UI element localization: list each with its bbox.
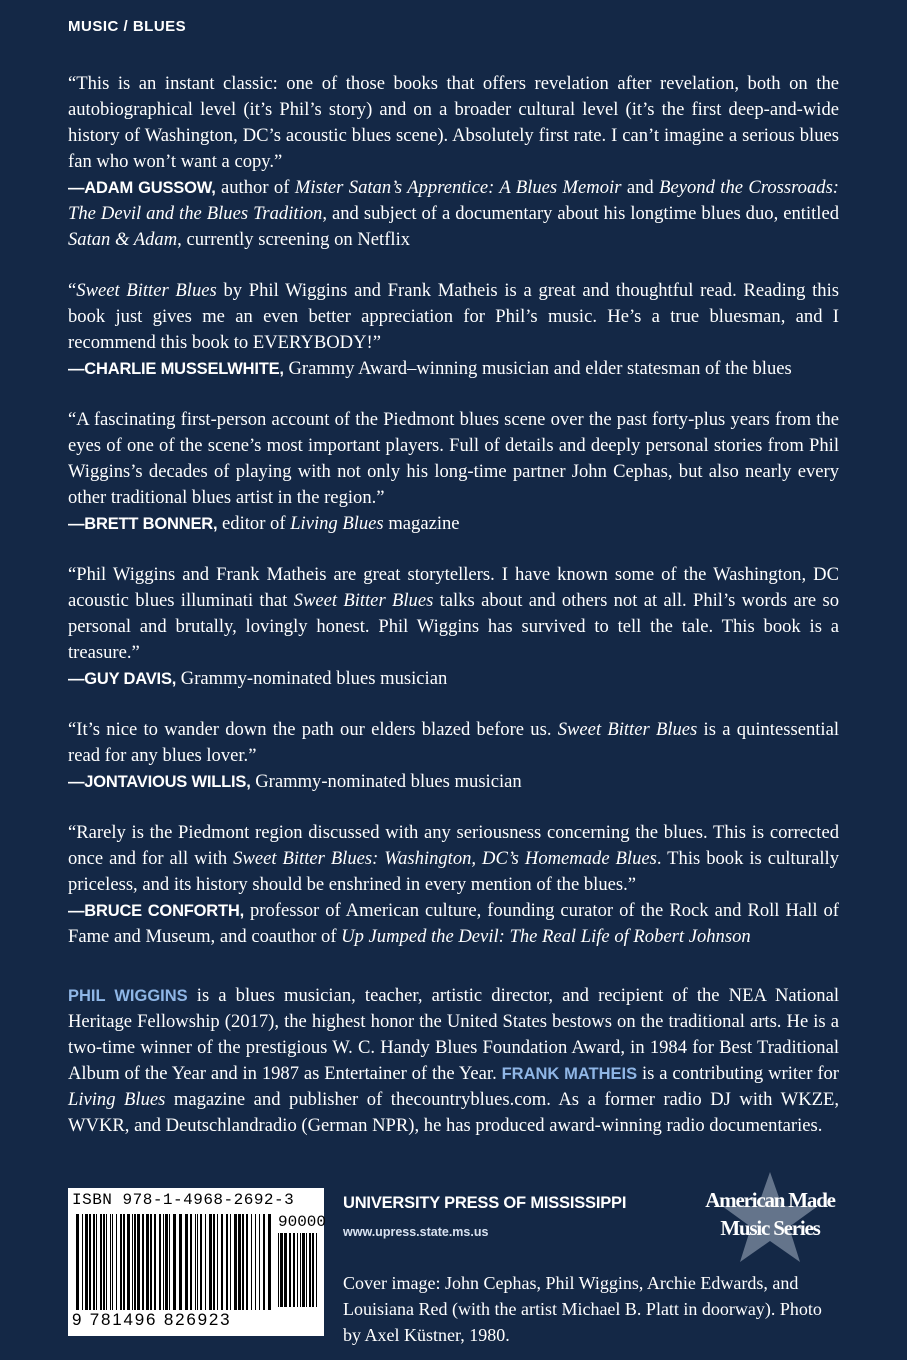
barcode-bar — [82, 1214, 83, 1310]
blurb-willis — [68, 717, 839, 795]
attribution: —JONTAVIOUS WILLIS, Grammy-nominated blues musician — [68, 771, 522, 792]
price-code: 90000 — [278, 1213, 327, 1231]
barcode-bar — [195, 1214, 196, 1310]
barcode-bar — [238, 1214, 241, 1310]
barcode-bar — [96, 1214, 97, 1310]
barcode-bar — [213, 1214, 215, 1310]
cover-credit: Cover image: John Cephas, Phil Wiggins, Archie Edwards, and Louisiana Red (with the artist Michael B. Platt in doorway). Photo by Axel Küstner, 1980. — [343, 1273, 822, 1345]
series-logo — [700, 1170, 840, 1270]
barcode-bar — [142, 1214, 144, 1310]
barcode-bar — [127, 1214, 130, 1310]
barcode-bar — [150, 1214, 152, 1310]
quote-text: “It’s nice to wander down the path our elders blazed before us. Sweet Bitter Blues is a quintessential read for any blues lover.” — [68, 719, 839, 766]
ean-digits: 9 781496 826923 — [72, 1310, 232, 1329]
barcode-bar — [205, 1214, 206, 1310]
barcode-bar — [263, 1214, 265, 1310]
barcode-bar — [259, 1214, 260, 1310]
barcode-bar — [163, 1214, 164, 1310]
barcode-bar — [103, 1214, 105, 1310]
blurb-musselwhite — [68, 278, 839, 382]
barcode-bar — [284, 1233, 287, 1307]
barcode-bar — [306, 1233, 307, 1307]
barcode-bar — [110, 1214, 111, 1310]
publisher-name: UNIVERSITY PRESS OF MISSISSIPPI — [343, 1194, 627, 1212]
barcode-bar — [169, 1214, 170, 1310]
barcode-bar — [185, 1214, 188, 1310]
barcode-bar — [190, 1214, 192, 1310]
author-name-wiggins: PHIL WIGGINS — [68, 987, 188, 1005]
endorsements — [68, 71, 839, 975]
barcode-bar — [173, 1214, 176, 1310]
quote-text: “A fascinating first-person account of the Piedmont blues scene over the past forty-plus years from the eyes of one of the scene’s most important players. Full of details and deeply personal stories from Phil Wiggins’s decades of playing with not only his long-time partner John Cephas, but also nearly every other traditional blues artist in the region.” — [68, 409, 839, 508]
blurb-bonner — [68, 407, 839, 537]
attribution: —GUY DAVIS, Grammy-nominated blues musician — [68, 668, 448, 689]
barcode-bar — [242, 1214, 244, 1310]
barcode-bar — [89, 1214, 91, 1310]
barcode-bar — [76, 1214, 79, 1310]
barcode-bar — [217, 1214, 218, 1310]
barcode-bar — [106, 1214, 107, 1310]
barcode-bar — [100, 1214, 102, 1310]
blurb-conforth — [68, 820, 839, 950]
quote-text: “Sweet Bitter Blues by Phil Wiggins and Frank Matheis is a great and thoughtful read. Reading this book just gives me an even better appreciation for Phil’s music. He’s a true bluesman, and I recommend this book to EVERYBODY!” — [68, 280, 839, 353]
barcode-bar — [134, 1214, 136, 1310]
endorser-name: —GUY DAVIS, — [68, 670, 177, 688]
barcode-bar — [116, 1214, 117, 1310]
isbn-text: ISBN 978-1-4968-2692-3 — [72, 1191, 295, 1209]
blurb-gussow — [68, 71, 839, 253]
barcode-bar — [226, 1214, 228, 1310]
barcode-bar — [312, 1233, 314, 1307]
barcode-bar — [165, 1214, 168, 1310]
barcode-bar — [230, 1214, 231, 1310]
barcode-bar — [234, 1214, 237, 1310]
endorser-name: —BRETT BONNER, — [68, 515, 218, 533]
barcode-bar — [316, 1233, 317, 1307]
barcode-bar — [112, 1214, 113, 1310]
barcode-bar — [123, 1214, 125, 1310]
attribution: —BRUCE CONFORTH, professor of American culture, founding curator of the Rock and Roll Hall of Fame and Museum, and coauthor of Up Jumped the Devil: The Real Life of Robert Johnson — [68, 900, 839, 947]
attribution: —BRETT BONNER, editor of Living Blues magazine — [68, 513, 460, 534]
endorser-name: —CHARLIE MUSSELWHITE, — [68, 360, 284, 378]
barcode-bar — [278, 1233, 279, 1307]
barcode-bar — [309, 1233, 311, 1307]
barcode-bar — [93, 1214, 95, 1310]
quote-text: “Rarely is the Piedmont region discussed with any seriousness concerning the blues. This is corrected once and for all with Sweet Bitter Blues: Washington, DC’s Homemade Blues. This book is culturally priceless, and its history should be enshrined in every mention of the blues.” — [68, 822, 839, 895]
barcode-bar — [255, 1214, 256, 1310]
publisher-url: www.upress.state.ms.us — [343, 1225, 489, 1239]
barcode-bar — [221, 1214, 223, 1310]
endorser-name: —BRUCE CONFORTH, — [68, 902, 244, 920]
barcode-bar — [280, 1233, 283, 1307]
barcode-bar — [246, 1214, 248, 1310]
series-line-1: American Made — [705, 1188, 835, 1212]
endorser-name: —ADAM GUSSOW, — [68, 179, 216, 197]
barcode-bar — [289, 1233, 291, 1307]
blurb-davis — [68, 562, 839, 692]
isbn-barcode — [68, 1188, 327, 1336]
barcode-bar — [120, 1214, 122, 1310]
endorser-name: —JONTAVIOUS WILLIS, — [68, 773, 251, 791]
barcode-bar — [197, 1214, 198, 1310]
barcode-bar — [146, 1214, 149, 1310]
barcode-bar — [200, 1214, 202, 1310]
addon-barcode-bars — [278, 1233, 320, 1307]
barcode-bars — [76, 1214, 272, 1310]
barcode-bar — [297, 1233, 298, 1307]
barcode-bar — [300, 1233, 301, 1307]
barcode-bar — [154, 1214, 156, 1310]
barcode-bar — [132, 1214, 133, 1310]
barcode-bar — [137, 1214, 140, 1310]
barcode-bar — [209, 1214, 212, 1310]
category-label: MUSIC / BLUES — [68, 18, 187, 35]
attribution: —ADAM GUSSOW, author of Mister Satan’s Apprentice: A Blues Memoir and Beyond the Crossroads: The Devil and the Blues Tradition, and subject of a documentary about his longtime blues duo, entitled Satan & Adam, currently screening on Netflix — [68, 177, 840, 250]
barcode-bar — [159, 1214, 161, 1310]
quote-text: “This is an instant classic: one of those books that offers revelation after revelation, both on the autobiographical level (it’s Phil’s story) and on a broader cultural level (it’s the first deep-and-wide history of Washington, DC’s acoustic blues scene). Absolutely first rate. I can’t imagine a serious blues fan who won’t want a copy.” — [68, 73, 839, 172]
barcode-bar — [85, 1214, 88, 1310]
barcode-bar — [268, 1214, 271, 1310]
barcode-bar — [251, 1214, 252, 1310]
attribution: —CHARLIE MUSSELWHITE, Grammy Award–winning musician and elder statesman of the blues — [68, 358, 792, 379]
barcode-bar — [179, 1214, 182, 1310]
barcode-bar — [302, 1233, 305, 1307]
author-name-matheis: FRANK MATHEIS — [501, 1065, 638, 1083]
quote-text: “Phil Wiggins and Frank Matheis are great storytellers. I have known some of the Washington, DC acoustic blues illuminati that Sweet Bitter Blues talks about and others not at all. Phil’s words are so personal and brutally, lovingly honest. Phil Wiggins has survived to tell the tale. This book is a treasure.” — [68, 564, 840, 663]
barcode-bar — [293, 1233, 295, 1307]
series-line-2: Music Series — [720, 1216, 820, 1240]
author-bio: PHIL WIGGINS is a blues musician, teacher, artistic director, and recipient of the NEA National Heritage Fellowship (2017), the highest honor the United States bestows on the traditional arts. He is a two-time winner of the prestigious W. C. Handy Blues Foundation Award, in 1984 for Best Traditional Album of the Year and in 1987 as Entertainer of the Year. FRANK MATHEIS is a contributing writer for Living Blues magazine and publisher of thecountryblues.com. As a former radio DJ with WKZE, WVKR, and Deutschlandradio (German NPR), he has produced award-winning radio documentaries. — [68, 985, 840, 1136]
